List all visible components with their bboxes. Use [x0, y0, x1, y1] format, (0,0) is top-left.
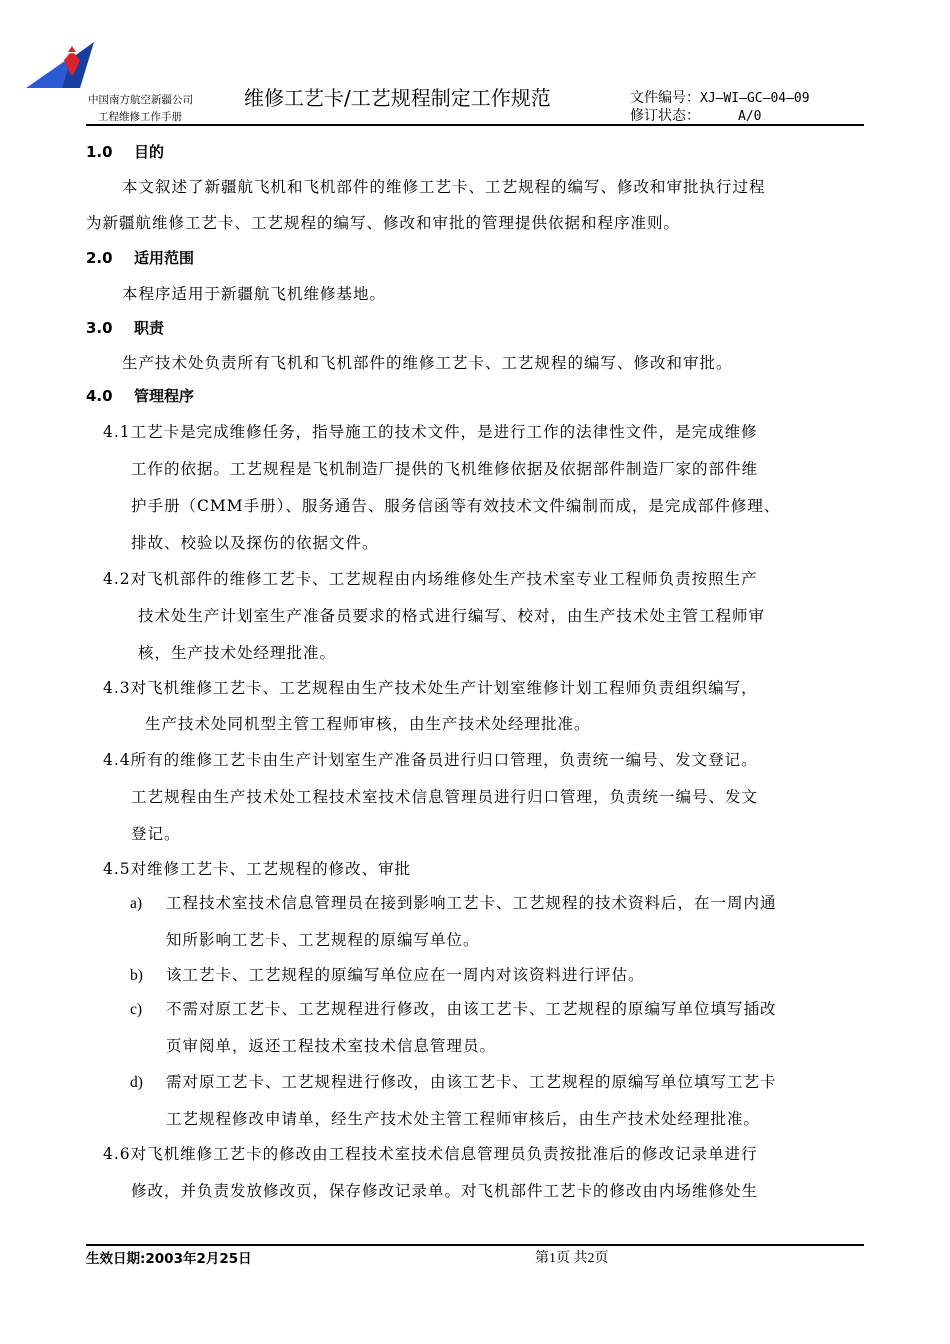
section-3-heading — [86, 317, 164, 338]
clause-4-2-line: 4.2对飞机部件的维修工艺卡、工艺规程由内场维修处生产技术室专业工程师负责按照生产 — [103, 570, 758, 588]
list-item-text: 知所影响工艺卡、工艺规程的原编写单位。 — [166, 931, 480, 949]
section-number: 3.0 — [86, 319, 113, 337]
clause-4-1-line: 护手册（CMM手册）、服务通告、服务信函等有效技术文件编制而成，是完成部件修理、 — [131, 497, 781, 515]
clause-4-3-line: 4.3对飞机维修工艺卡、工艺规程由生产技术处生产计划室维修计划工程师负责组织编写， — [103, 679, 758, 697]
section-number: 2.0 — [86, 249, 113, 267]
paragraph-line: 为新疆航维修工艺卡、工艺规程的编写、修改和审批的管理提供依据和程序准则。 — [86, 214, 681, 232]
clause-4-2-line: 技术处生产计划室生产准备员要求的格式进行编写、校对，由生产技术处主管工程师审 — [138, 607, 766, 625]
paragraph-line: 生产技术处负责所有飞机和飞机部件的维修工艺卡、工艺规程的编写、修改和审批。 — [122, 354, 733, 372]
revision-value: A/0 — [738, 109, 762, 124]
footer-rule — [86, 1244, 864, 1246]
section-number: 1.0 — [86, 143, 113, 161]
clause-4-6-line: 修改，并负责发放修改页，保存修改记录单。对飞机部件工艺卡的修改由内场维修处生 — [131, 1182, 759, 1200]
paragraph-line: 本程序适用于新疆航飞机维修基地。 — [122, 285, 387, 303]
section-title: 管理程序 — [134, 387, 195, 405]
section-1-heading — [86, 141, 164, 162]
list-item-text: 需对原工艺卡、工艺规程进行修改，由该工艺卡、工艺规程的原编写单位填写工艺卡 — [166, 1073, 777, 1091]
section-number: 4.0 — [86, 387, 113, 405]
list-item-d — [130, 1070, 777, 1092]
paragraph-line: 本文叙述了新疆航飞机和飞机部件的维修工艺卡、工艺规程的编写、修改和审批执行过程 — [122, 178, 766, 196]
section-title: 目的 — [134, 143, 165, 161]
section-title: 适用范围 — [134, 249, 195, 267]
list-item-label: b) — [130, 967, 143, 984]
document-number-value: XJ—WI—GC—04—09 — [700, 91, 810, 106]
section-title: 职责 — [134, 319, 165, 337]
list-item-a — [130, 891, 777, 913]
list-item-text: 页审阅单，返还工程技术室技术信息管理员。 — [166, 1037, 497, 1055]
document-title: 维修工艺卡/工艺规程制定工作规范 — [244, 86, 551, 110]
list-item-label: d) — [130, 1074, 143, 1091]
list-item-text: 该工艺卡、工艺规程的原编写单位应在一周内对该资料进行评估。 — [166, 966, 645, 984]
list-item-text: 工程技术室技术信息管理员在接到影响工艺卡、工艺规程的技术资料后，在一周内通 — [166, 894, 777, 912]
clause-4-1-line: 排故、校验以及探伤的依据文件。 — [131, 534, 379, 552]
clause-4-4-line: 工艺规程由生产技术处工程技术室技术信息管理员进行归口管理，负责统一编号、发文 — [131, 788, 759, 806]
clause-4-2-line: 核，生产技术处经理批准。 — [138, 644, 337, 662]
document-number-label: 文件编号： — [630, 90, 700, 106]
section-2-heading — [86, 247, 194, 268]
clause-4-4-line: 4.4所有的维修工艺卡由生产计划室生产准备员进行归口管理，负责统一编号、发文登记。 — [103, 751, 758, 769]
list-item-b — [130, 963, 645, 985]
list-item-text: 工艺规程修改申请单，经生产技术处主管工程师审核后，由生产技术处经理批准。 — [166, 1110, 761, 1128]
manual-name: 工程维修工作手册 — [98, 111, 182, 123]
list-item-label: a) — [130, 895, 143, 912]
revision-status — [630, 105, 761, 125]
page-number: 第1页 共2页 — [535, 1251, 609, 1266]
company-name: 中国南方航空新疆公司 — [88, 94, 193, 106]
company-logo — [24, 38, 96, 90]
header-rule — [86, 124, 864, 126]
clause-4-4-line: 登记。 — [131, 825, 181, 843]
clause-4-6-line: 4.6对飞机维修工艺卡的修改由工程技术室技术信息管理员负责按批准后的修改记录单进行 — [103, 1145, 758, 1163]
section-4-heading — [86, 385, 194, 406]
revision-label: 修订状态： — [630, 108, 700, 124]
effective-date: 生效日期:2003年2月25日 — [86, 1251, 252, 1267]
document-number — [630, 87, 810, 107]
clause-4-1-line: 工作的依据。工艺规程是飞机制造厂提供的飞机维修依据及依据部件制造厂家的部件维 — [131, 460, 759, 478]
list-item-text: 不需对原工艺卡、工艺规程进行修改，由该工艺卡、工艺规程的原编写单位填写插改 — [166, 1000, 777, 1018]
list-item-c — [130, 997, 777, 1019]
list-item-label: c) — [130, 1001, 143, 1018]
clause-4-3-line: 生产技术处同机型主管工程师审核，由生产技术处经理批准。 — [145, 715, 591, 733]
clause-4-1-line: 4.1工艺卡是完成维修任务，指导施工的技术文件，是进行工作的法律性文件，是完成维修 — [103, 423, 758, 441]
clause-4-5-line: 4.5对维修工艺卡、工艺规程的修改、审批 — [103, 860, 412, 878]
